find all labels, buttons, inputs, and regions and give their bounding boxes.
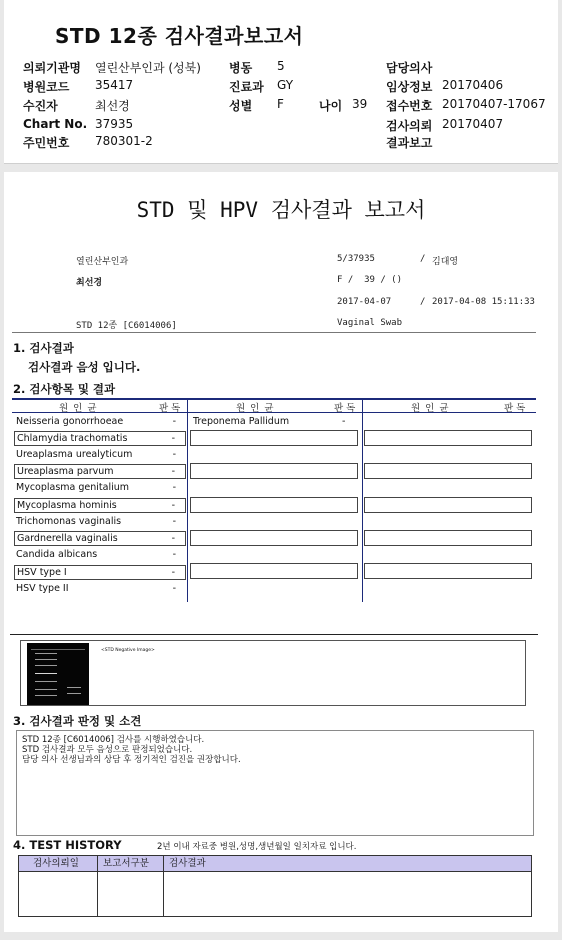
value-resident-no: 780301-2 — [95, 134, 153, 148]
comment-line: STD 12종 [C6014006] 검사를 시행하였습니다. — [22, 735, 205, 745]
report-doctor-sep: / — [420, 254, 426, 264]
label-result-report: 결과보고 — [386, 136, 433, 150]
comment-box — [16, 730, 534, 836]
item-name: Chlamydia trachomatis — [17, 433, 128, 444]
report-title: STD 및 HPV 검사결과 보고서 — [136, 198, 426, 222]
empty-cell — [364, 463, 532, 479]
item-row — [14, 565, 186, 580]
item-result: - — [171, 567, 175, 578]
label-department: 진료과 — [229, 80, 264, 94]
item-result: - — [171, 500, 175, 511]
col-head-pathogen-2: 원인균 — [236, 403, 279, 414]
label-age: 나이 — [319, 99, 343, 113]
col-head-result-2: 판독 — [334, 403, 359, 414]
label-request-date: 검사의뢰 — [386, 119, 433, 133]
column-separator — [187, 400, 188, 602]
section1-title: 1. 검사결과 — [13, 341, 74, 355]
empty-cell — [190, 497, 358, 513]
label-clinical-info: 임상정보 — [386, 80, 433, 94]
report-date-sep: / — [420, 297, 426, 307]
col-head-pathogen-1: 원인균 — [59, 403, 102, 414]
label-receipt-no: 접수번호 — [386, 99, 433, 113]
report-date-received: 2017-04-07 — [337, 297, 392, 307]
item-result: - — [171, 433, 175, 444]
value-institution: 열린산부인과 (성북) — [95, 61, 201, 75]
item-result: - — [172, 583, 176, 594]
item-row — [14, 498, 186, 513]
history-note: 2년 이내 자료중 병원,성명,생년월일 일치자료 입니다. — [157, 842, 357, 852]
empty-cell — [190, 563, 358, 579]
empty-cell — [364, 530, 532, 546]
value-department: GY — [277, 78, 294, 92]
section3-title: 3. 검사결과 판정 및 소견 — [13, 714, 142, 728]
label-hospital-code: 병원코드 — [23, 80, 70, 94]
item-name: Neisseria gonorrhoeae — [16, 416, 124, 427]
item-name: Ureaplasma urealyticum — [16, 449, 133, 460]
label-patient: 수진자 — [23, 99, 58, 113]
item-row — [14, 582, 186, 597]
history-col-request-date: 검사의뢰일 — [33, 858, 79, 869]
item-row — [14, 548, 186, 563]
value-patient: 최선경 — [95, 99, 130, 113]
label-doctor: 담당의사 — [386, 61, 433, 75]
empty-cell — [364, 563, 532, 579]
report-patient: 최선경 — [76, 278, 103, 288]
comment-line: STD 검사결과 모두 음성으로 판정되었습니다. — [22, 745, 193, 755]
history-col-result: 검사결과 — [169, 858, 206, 869]
item-name: Trichomonas vaginalis — [16, 516, 122, 527]
history-table — [18, 855, 532, 917]
report-chart-doctor: 5/37935 — [337, 254, 375, 264]
mid-item-name: Treponema Pallidum — [193, 416, 290, 427]
value-hospital-code: 35417 — [95, 78, 134, 92]
value-ward: 5 — [277, 59, 285, 73]
item-row — [14, 481, 186, 496]
empty-cell — [364, 430, 532, 446]
col-head-result-1: 판독 — [159, 403, 184, 414]
item-result: - — [172, 549, 176, 560]
report-hospital: 열린산부인과 — [76, 257, 129, 267]
item-name: Mycoplasma genitalium — [16, 482, 130, 493]
label-institution: 의뢰기관명 — [23, 61, 81, 75]
item-name: HSV type II — [16, 583, 69, 594]
history-col-separator — [163, 856, 164, 916]
report-sheet — [4, 172, 558, 932]
value-request-date: 20170407 — [442, 117, 504, 131]
item-row — [14, 448, 186, 463]
value-receipt-no: 20170407-17067 — [442, 97, 546, 111]
section1-summary: 검사결과 음성 입니다. — [28, 360, 141, 374]
header-sheet — [4, 0, 558, 164]
report-sex-age: F / 39 / () — [337, 275, 403, 285]
column-separator — [362, 400, 363, 602]
item-result: - — [172, 516, 176, 527]
item-row — [14, 415, 186, 430]
report-specimen: Vaginal Swab — [337, 318, 403, 328]
value-age: 39 — [352, 97, 368, 111]
label-resident-no: 주민번호 — [23, 136, 70, 150]
item-result: - — [172, 449, 176, 460]
item-row — [14, 515, 186, 530]
header-title: STD 12종 검사결과보고서 — [55, 24, 304, 48]
report-doctor: 김대영 — [432, 257, 459, 267]
item-name: Candida albicans — [16, 549, 98, 560]
label-ward: 병동 — [229, 61, 253, 75]
comment-line: 담당 의사 선생님과의 상담 후 정기적인 검진을 권장합니다. — [22, 755, 241, 765]
empty-cell — [364, 497, 532, 513]
value-sex: F — [277, 97, 284, 111]
history-header — [19, 856, 531, 872]
item-row — [14, 464, 186, 479]
value-chart-no: 37935 — [95, 117, 134, 131]
value-clinical-info: 20170406 — [442, 78, 504, 92]
gel-image — [27, 643, 89, 705]
item-name: HSV type I — [17, 567, 67, 578]
section2-title: 2. 검사항목 및 결과 — [13, 382, 116, 396]
item-result: - — [172, 416, 176, 427]
item-name: Ureaplasma parvum — [17, 466, 114, 477]
col-head-result-3: 판독 — [504, 403, 529, 414]
label-sex: 성별 — [229, 99, 253, 113]
report-date-reported: 2017-04-08 15:11:33 — [432, 297, 535, 307]
label-chart-no: Chart No. — [23, 117, 88, 131]
item-name: Gardnerella vaginalis — [17, 533, 118, 544]
item-result: - — [171, 533, 175, 544]
mid-item-result: - — [342, 416, 346, 427]
item-row — [14, 431, 186, 446]
image-top-rule — [10, 634, 538, 635]
empty-cell — [190, 530, 358, 546]
divider — [12, 332, 536, 333]
col-head-pathogen-3: 원인균 — [411, 403, 454, 414]
empty-cell — [190, 463, 358, 479]
item-result: - — [172, 482, 176, 493]
result-image-frame — [20, 640, 526, 706]
empty-cell — [190, 430, 358, 446]
item-result: - — [171, 466, 175, 477]
item-name: Mycoplasma hominis — [17, 500, 117, 511]
image-caption: <STD Negative Image> — [101, 648, 155, 653]
section4-title: 4. TEST HISTORY — [13, 838, 122, 852]
history-col-separator — [97, 856, 98, 916]
report-test-code: STD 12종 [C6014006] — [76, 321, 177, 331]
item-row — [14, 531, 186, 546]
history-col-report-type: 보고서구분 — [103, 858, 149, 869]
